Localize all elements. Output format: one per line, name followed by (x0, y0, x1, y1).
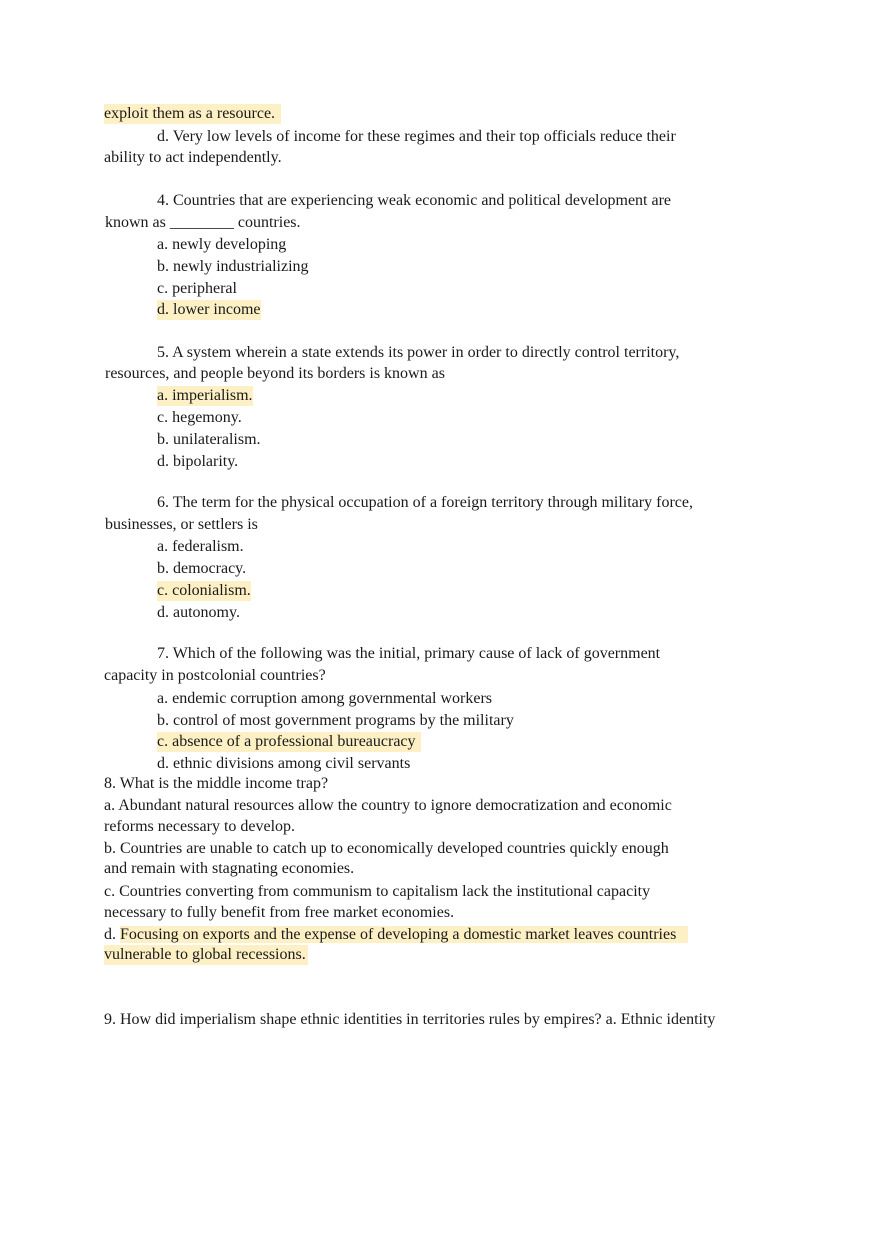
q6-option-a: a. federalism. (157, 538, 244, 555)
q5-text-line1: 5. A system wherein a state extends its power in order to directly control territory, (157, 344, 680, 361)
q7-text-line2: capacity in postcolonial countries? (104, 667, 326, 684)
q8-option-a-line2: reforms necessary to develop. (104, 818, 296, 835)
carryover-highlighted-text: exploit them as a resource. (104, 104, 281, 124)
q7-option-a: a. endemic corruption among governmental workers (157, 690, 492, 707)
q5-text-line2: resources, and people beyond its borders is known as (105, 365, 445, 382)
q6-text-line1: 6. The term for the physical occupation of a foreign territory through military force, (157, 494, 693, 511)
q8-option-c-line1: c. Countries converting from communism to capitalism lack the institutional capacity (104, 883, 651, 900)
q7-text-line1: 7. Which of the following was the initial, primary cause of lack of government (157, 645, 661, 662)
q9-text-line1: 9. How did imperialism shape ethnic identities in territories rules by empires? a. Ethnic identity (104, 1011, 716, 1028)
q7-option-b: b. control of most government programs by the military (157, 712, 514, 729)
q8-option-c-line2: necessary to fully benefit from free market economies. (104, 904, 455, 921)
q6-option-c-answer: c. colonialism. (157, 582, 251, 599)
q5-option-c: c. hegemony. (157, 409, 242, 426)
q6-option-d: d. autonomy. (157, 604, 240, 621)
q6-text-line2: businesses, or settlers is (105, 516, 258, 533)
q6-option-b: b. democracy. (157, 560, 247, 577)
q8-option-b-line2: and remain with stagnating economies. (104, 860, 355, 877)
q8-option-b-line1: b. Countries are unable to catch up to economically developed countries quickly enough (104, 840, 669, 857)
q8-option-d-line1 (104, 925, 688, 945)
carryover-option-d-line1: d. Very low levels of income for these regimes and their top officials reduce their (157, 128, 676, 145)
q4-text-line2: known as ________ countries. (105, 214, 301, 231)
q4-text-line1: 4. Countries that are experiencing weak economic and political development are (157, 192, 672, 209)
q5-option-d: d. bipolarity. (157, 453, 239, 470)
q8-option-d-answer-line1: Focusing on exports and the expense of developing a domestic market leaves countries (120, 926, 688, 943)
q5-option-a-answer: a. imperialism. (157, 387, 253, 404)
q5-option-b: b. unilateralism. (157, 431, 261, 448)
q4-option-b: b. newly industrializing (157, 258, 309, 275)
q8-option-a-line1: a. Abundant natural resources allow the country to ignore democratization and economic (104, 797, 672, 814)
carryover-option-d-line2: ability to act independently. (104, 149, 282, 166)
q8-question: 8. What is the middle income trap? (104, 775, 329, 792)
q7-option-c-answer: c. absence of a professional bureaucracy (157, 732, 421, 752)
q8-option-d-answer-line2: vulnerable to global recessions. (104, 946, 306, 963)
q8-option-d-prefix: d. (104, 926, 120, 943)
q4-option-a: a. newly developing (157, 236, 287, 253)
q7-option-d: d. ethnic divisions among civil servants (157, 755, 411, 772)
q4-option-d-answer: d. lower income (157, 301, 261, 318)
q4-option-c: c. peripheral (157, 280, 237, 297)
